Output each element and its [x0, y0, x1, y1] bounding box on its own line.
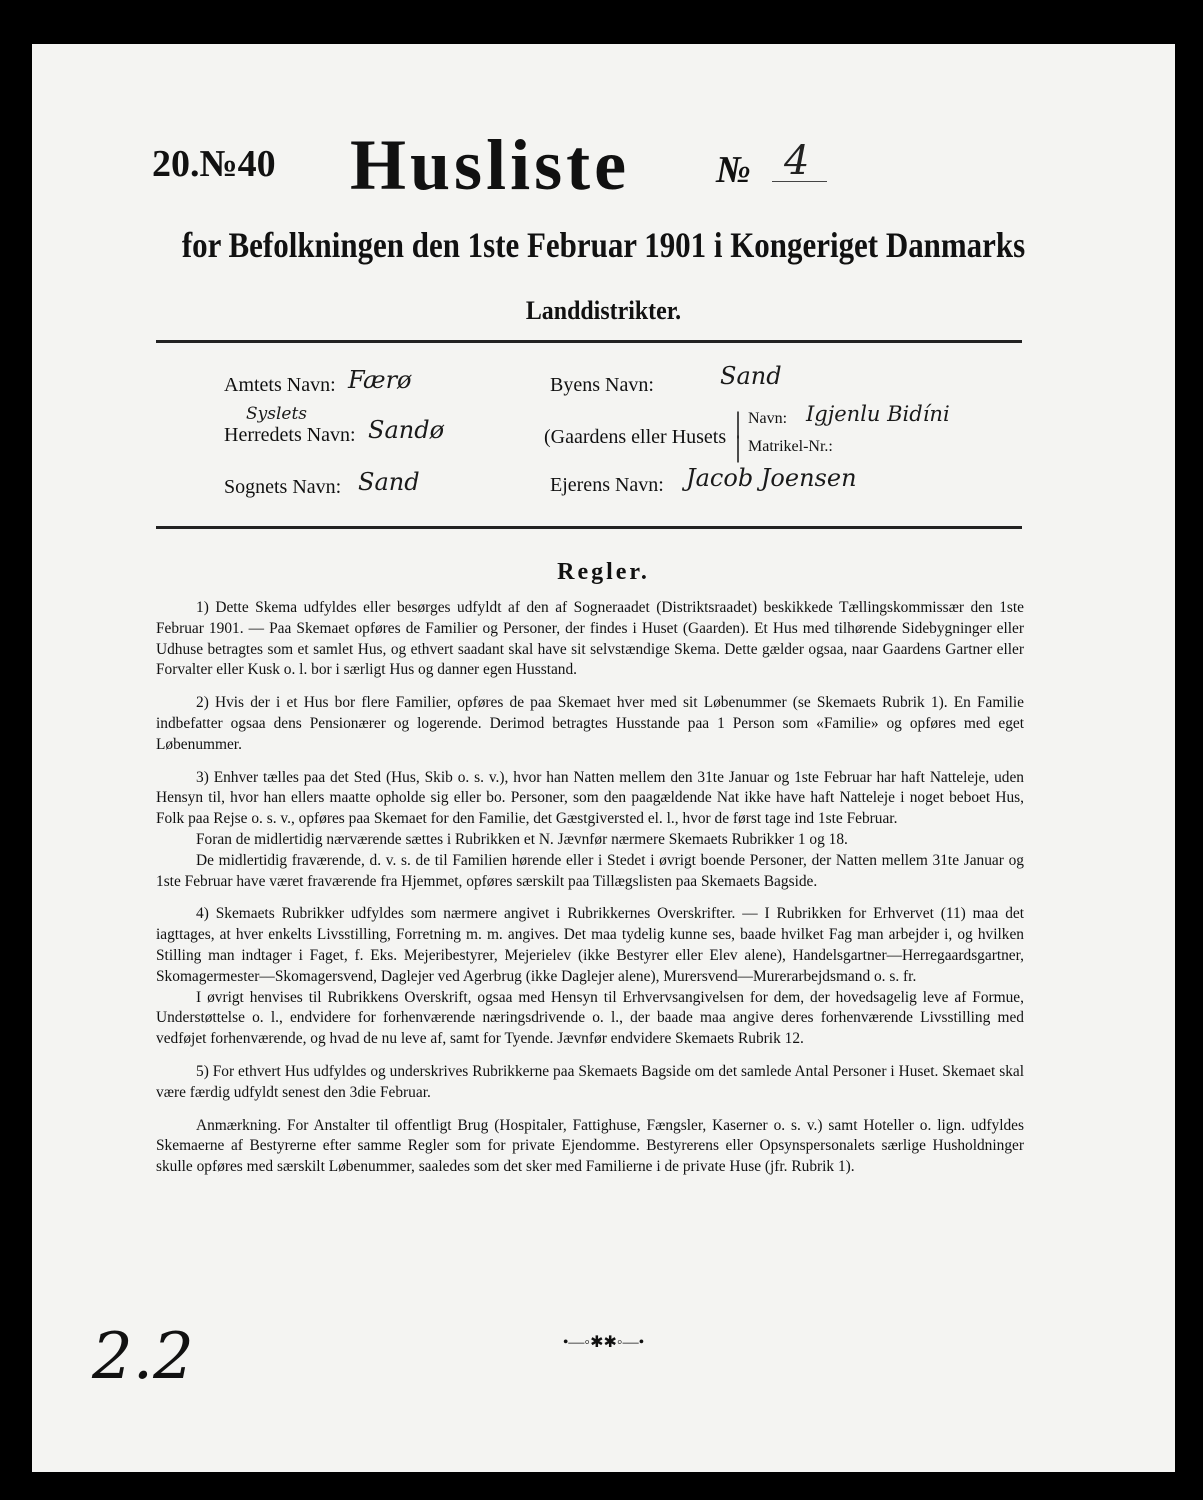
by-label: Byens Navn: — [550, 374, 654, 396]
form-subtitle: for Befolkningen den 1ste Februar 1901 i Kongeriget Danmarks — [181, 225, 1026, 265]
syssel-note: Syslets — [246, 404, 308, 424]
number-symbol: № — [716, 149, 751, 191]
herred-label: Herredets Navn: — [224, 424, 356, 446]
ejer-label: Ejerens Navn: — [550, 474, 664, 496]
navn-label: Navn: — [748, 410, 788, 427]
house-number-handwritten: 4 — [784, 138, 810, 184]
rules-body — [156, 598, 1024, 1190]
ejer-value: Jacob Joensen — [686, 464, 857, 492]
rule-5: 5) For ethvert Hus udfyldes og underskrives Rubrikkerne paa Skemaets Bagside om det samlede Antal Personer i Huset. Skemaet skal være færdig udfyldt senest den 3die Februar. — [156, 1062, 1024, 1101]
handwritten-page-number: 2.2 — [92, 1320, 194, 1394]
form-title: Husliste — [350, 125, 631, 205]
rule-3: 3) Enhver tælles paa det Sted (Hus, Skib o. s. v.), hvor han Natten mellem den 31te Januar og 1ste Februar har haft Natteleje, uden Hensyn til, hvor han ellers maatte opholde sig eller bo. Personer, som den paagældende Nat ikke have haft Natteleje i noget beboet Hus, Folk paa Rejse o. s. v., opføres paa Skemaet for den Familie, det Gæstgiversted el. l., hvor de først tage ind 1ste Februar. — [156, 768, 1024, 828]
matrikel-label: Matrikel-Nr.: — [748, 438, 833, 455]
serial-number: 20.№40 — [152, 143, 276, 185]
sogn-value: Sand — [358, 468, 420, 496]
amt-value: Færø — [348, 366, 412, 394]
rule-3-absent: De midlertidig fraværende, d. v. s. de til Familien hørende eller i Stedet i øvrigt boende Personer, der Natten mellem 31te Januar og 1ste Februar have været fraværende fra Hjemmet, opføres særskilt paa Tillægslisten paa Skemaets Bagside. — [156, 851, 1024, 890]
rule-4-occupation: I øvrigt henvises til Rubrikkens Overskrift, ogsaa med Hensyn til Erhvervsangivelsen for dem, der hovedsagelig leve af Formue, Understøttelse o. l., endvidere for forhenværende næringsdrivende o. l., der baade maa angive deres forhenværende Livsstilling med vedføjet forhenværende, og hvad de nu leve af, samt for Tyende. Jævnfør endvidere Skemaets Rubrik 12. — [156, 988, 1024, 1048]
rule-note: Anmærkning. For Anstalter til offentligt Brug (Hospitaler, Fattighuse, Fængsler, Kaserner o. s. v.) samt Hoteller o. lign. udfyldes Skemaerne af Bestyrerne efter samme Regler som for private Ejendomme. Bestyrerens eller Opsynspersonalets særlige Husholdninger skulle opføres med særskilt Løbenummer, saaledes som det sker med Familierne i de private Huse (jfr. Rubrik 1). — [156, 1116, 1024, 1176]
rule-3-present: Foran de midlertidig nærværende sættes i Rubrikken et N. Jævnfør nærmere Skemaets Rubrikker 1 og 18. — [196, 830, 848, 848]
divider-bottom — [156, 526, 1022, 529]
herred-value: Sandø — [368, 416, 445, 444]
census-form-page — [32, 44, 1175, 1472]
sogn-label: Sognets Navn: — [224, 476, 342, 498]
form-subtitle-district: Landdistrikter. — [525, 296, 682, 325]
by-value: Sand — [720, 362, 782, 390]
rule-2: 2) Hvis der i et Hus bor flere Familier, opføres de paa Skemaet hver med sit Løbenummer (se Skemaets Rubrik 1). En Familie indbefatter ogsaa dens Pensionærer og logerende. Derimod betragtes Husstande paa 1 Person som «Familie» og opføres med eget Løbenummer. — [156, 694, 1024, 753]
number-underline — [772, 181, 827, 182]
gaard-label: (Gaardens eller Husets — [544, 426, 727, 448]
bracket-glyph-lower: | — [735, 430, 742, 463]
amt-label: Amtets Navn: — [224, 374, 336, 396]
navn-value: Igjenlu Bidíni — [806, 402, 950, 426]
ornament: •—◦✱✱◦—• — [562, 1334, 645, 1351]
bracket-glyph: | — [735, 406, 742, 439]
rule-1: 1) Dette Skema udfyldes eller besørges udfyldt af den af Sogneraadet (Distriktsraadet) beskikkede Tællingskommissær den 1ste Februar 1901. — Paa Skemaet opføres de Familier og Personer, der findes i Huset (Gaarden). Et Hus med tilhørende Sidebygninger eller Udhuse betragtes som et samlet Hus, og ethvert saadant skal have sit selvstændige Skema. Dette gælder ogsaa, naar Gaardens Gartner eller Forvalter eller Kusk o. l. bor i særligt Hus og danner egen Husstand. — [156, 599, 1024, 679]
rules-heading: Regler. — [557, 559, 650, 585]
divider-top — [156, 340, 1022, 343]
rule-4: 4) Skemaets Rubrikker udfyldes som nærmere angivet i Rubrikkernes Overskrifter. — I Rubrikken for Erhvervet (11) maa det iagttages, at hver enkelts Livsstilling, Forretning m. m. angives. Det maa tydelig kunne ses, baade hvilket Fag man arbejder i, og hvilken Stilling man indtager i Faget, f. Eks. Mejeribestyrer, Mejerielev (ikke Bestyrer eller Elev alene), Handelsgartner—Herregaardsgartner, Skomagermester—Skomagersvend, Daglejer ved Agerbrug (ikke Daglejer alene), Murersvend—Murerarbejdsmand o. s. fr. — [156, 905, 1024, 985]
